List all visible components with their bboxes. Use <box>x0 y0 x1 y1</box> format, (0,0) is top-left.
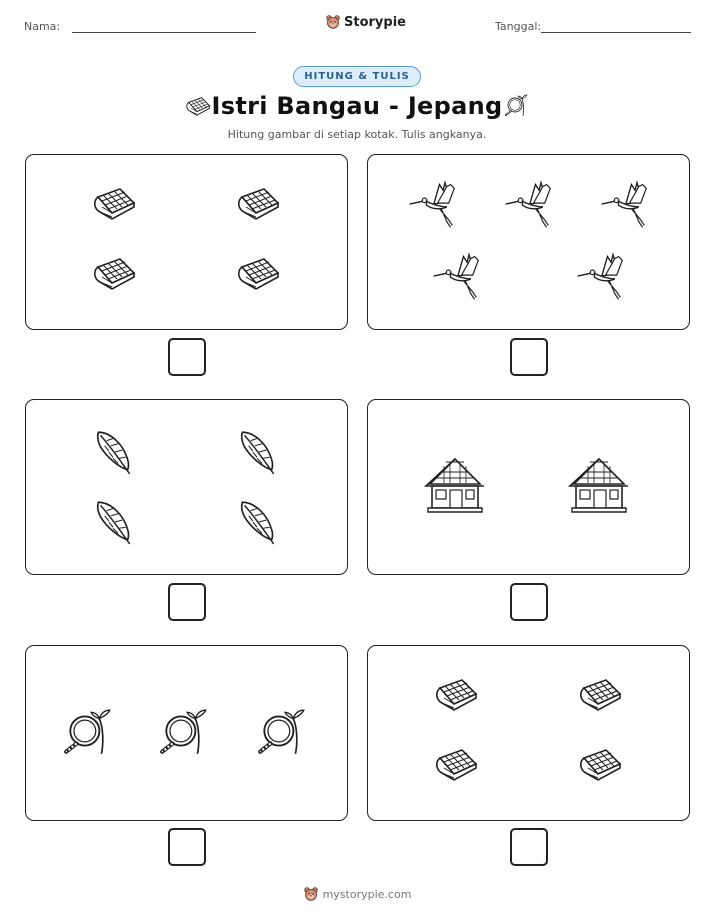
count-panel-2 <box>367 154 690 330</box>
answer-box-4[interactable] <box>510 583 548 621</box>
woven-mat-icon <box>234 185 282 225</box>
crane-bird-icon <box>406 179 458 231</box>
crane-bird-icon <box>574 251 626 303</box>
answer-box-5[interactable] <box>168 828 206 866</box>
instructions: Hitung gambar di setiap kotak. Tulis angkanya. <box>227 128 487 141</box>
thatched-house-icon <box>566 456 632 516</box>
logo-text: Storypie <box>344 14 406 30</box>
page-title: Istri Bangau - Jepang <box>211 92 503 120</box>
count-panel-6 <box>367 645 690 821</box>
count-panel-3 <box>25 399 348 575</box>
woven-mat-icon <box>432 746 480 786</box>
footer <box>303 886 412 902</box>
storypie-logo <box>325 14 406 30</box>
crane-bird-icon <box>598 179 650 231</box>
woven-mat-icon <box>576 676 624 716</box>
loom-hoop-icon <box>158 704 212 758</box>
thatched-house-icon <box>422 456 488 516</box>
name-label: Nama: <box>24 20 61 33</box>
woven-mat-icon <box>432 676 480 716</box>
loom-hoop-icon <box>62 704 116 758</box>
answer-box-2[interactable] <box>510 338 548 376</box>
answer-box-6[interactable] <box>510 828 548 866</box>
bear-mascot-icon <box>303 886 319 902</box>
woven-mat-icon <box>90 255 138 295</box>
title-loom-hoop-icon <box>504 92 530 118</box>
feather-icon <box>236 496 278 546</box>
count-panel-4 <box>367 399 690 575</box>
date-label: Tanggal: <box>495 20 542 33</box>
answer-box-1[interactable] <box>168 338 206 376</box>
woven-mat-icon <box>234 255 282 295</box>
footer-url[interactable]: mystorypie.com <box>322 887 412 901</box>
name-input-line[interactable] <box>72 32 256 33</box>
answer-box-3[interactable] <box>168 583 206 621</box>
woven-mat-icon <box>576 746 624 786</box>
crane-bird-icon <box>430 251 482 303</box>
crane-bird-icon <box>502 179 554 231</box>
count-panel-5 <box>25 645 348 821</box>
bear-mascot-icon <box>325 14 341 30</box>
feather-icon <box>236 426 278 476</box>
feather-icon <box>92 426 134 476</box>
count-panel-1 <box>25 154 348 330</box>
activity-badge: HITUNG & TULIS <box>293 66 421 87</box>
woven-mat-icon <box>90 185 138 225</box>
feather-icon <box>92 496 134 546</box>
date-input-line[interactable] <box>541 32 691 33</box>
loom-hoop-icon <box>256 704 310 758</box>
